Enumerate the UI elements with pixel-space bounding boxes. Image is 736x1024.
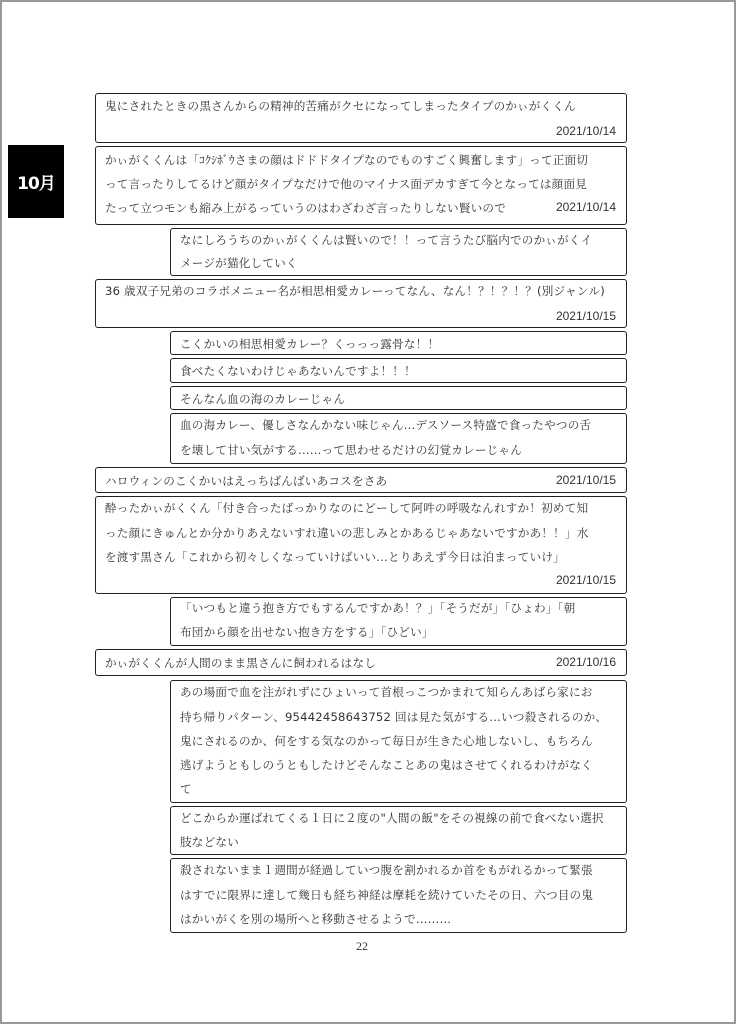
page-number: 22 xyxy=(356,939,368,953)
entry-text-line: て xyxy=(180,782,192,796)
entry-text-line: 「いつもと違う抱き方でもするんですかあ！？」「そうだが」「ひょわ」「朝 xyxy=(180,601,576,615)
entry-text-line: はすでに限界に達して幾日も経ち神経は摩耗を続けていたその日、六つ目の鬼 xyxy=(180,888,594,902)
entry-text-line: メージが猫化していく xyxy=(180,256,298,270)
entry-text-line: を渡す黒さん「これから初々しくなっていけばいい…とりあえず今日は泊まっていけ」 xyxy=(105,550,565,564)
entry-text-line: った顔にきゅんとか分かりあえないすれ違いの悲しみとかあるじゃあないですかあ！！」水 xyxy=(105,526,589,540)
entry-text-line: なにしろうちのかぃがくくんは賢いので！！って言うたび脳内でのかぃがくイ xyxy=(180,233,593,247)
post-entry xyxy=(95,93,627,143)
entry-text-line: ハロウィンのこくかいはえっちばんばいあコスをさあ xyxy=(105,474,388,488)
entry-text-line: かぃがくくんが人間のまま黒さんに飼われるはなし xyxy=(105,656,377,670)
entry-text-line: 殺されないまま１週間が経過していつ腹を割かれるか首をもがれるかって緊張 xyxy=(180,863,593,877)
reply-entry xyxy=(170,597,627,646)
entry-text-line: 血の海カレー、優しさなんかない味じゃん…デスソース特盛で食ったやつの舌 xyxy=(180,418,592,432)
entry-text-line: たって立つモンも縮み上がるっていうのはわざわざ言ったりしない賢いので xyxy=(105,201,506,215)
post-entry xyxy=(95,649,627,676)
entry-text-line: 36 歳双子兄弟のコラボメニュー名が相思相愛カレーってなん、なん！？！？！？(別ジャンル) xyxy=(105,284,605,298)
entry-date: 2021/10/14 xyxy=(555,200,616,214)
reply-entry xyxy=(170,858,627,933)
entry-text-line: あの場面で血を注がれずにひょいって首根っこつかまれて知らんあばら家にお xyxy=(180,685,593,699)
entry-text-line: 鬼にされるのか、何をする気なのかって毎日が生きた心地しないし、もちろん xyxy=(180,734,593,748)
reply-entry xyxy=(170,331,627,355)
entry-text-line: 布団から顔を出せない抱き方をする」「ひどい」 xyxy=(180,625,434,639)
entry-text-line: かぃがくくんは「ｺｸｼﾎﾞｳさまの顔はドドドタイプなのでものすごく興奮します」って正面切 xyxy=(105,153,589,167)
reply-entry xyxy=(170,358,627,383)
post-entry xyxy=(95,467,627,493)
entry-text-line: はかいがくを別の場所へと移動させるようで……… xyxy=(180,912,452,926)
entry-date: 2021/10/15 xyxy=(555,309,616,323)
entry-text-line: 食べたくないわけじゃあないんですよ！！！ xyxy=(180,364,416,378)
entry-text-line: そんなん血の海のカレーじゃん xyxy=(180,392,346,406)
entry-text-line: って言ったりしてるけど顔がタイプなだけで他のマイナス面デカすぎて今となっては顔面見 xyxy=(105,177,588,191)
entry-date: 2021/10/15 xyxy=(555,473,616,487)
reply-entry xyxy=(170,228,627,276)
entry-text-line: 逃げようともしのうともしたけどそんなことあの鬼はさせてくれるわけがなく xyxy=(180,758,593,772)
month-tab: 10月 xyxy=(8,145,64,218)
reply-entry xyxy=(170,413,627,464)
entry-date: 2021/10/14 xyxy=(555,124,616,138)
entry-text-line: 鬼にされたときの黒さんからの精神的苦痛がクセになってしまったタイプのかぃがくくん xyxy=(105,99,576,113)
entry-text-line: を壊して甘い気がする……って思わせるだけの幻覚カレーじゃん xyxy=(180,443,523,457)
entry-text-line: 肢などない xyxy=(180,835,239,849)
post-entry xyxy=(95,279,627,328)
post-entry xyxy=(95,496,627,594)
entry-date: 2021/10/15 xyxy=(555,573,616,587)
entry-text-line: こくかいの相思相愛カレー？くっっっ露骨な！！ xyxy=(180,337,440,351)
entry-text-line: 酔ったかぃがくくん「付き合ったばっかりなのにどーして阿吽の呼吸なんれすか！初めて知 xyxy=(105,501,589,515)
entry-date: 2021/10/16 xyxy=(555,655,616,669)
reply-entry xyxy=(170,680,627,803)
entry-text-line: どこからか運ばれてくる１日に２度の"人間の飯"をその視線の前で食べない選択 xyxy=(180,811,604,825)
reply-entry xyxy=(170,806,627,855)
reply-entry xyxy=(170,386,627,410)
entry-text-line: 持ち帰りパターン、95442458643752 回は見た気がする…いつ殺されるのか、 xyxy=(180,710,608,724)
post-entry xyxy=(95,146,627,225)
